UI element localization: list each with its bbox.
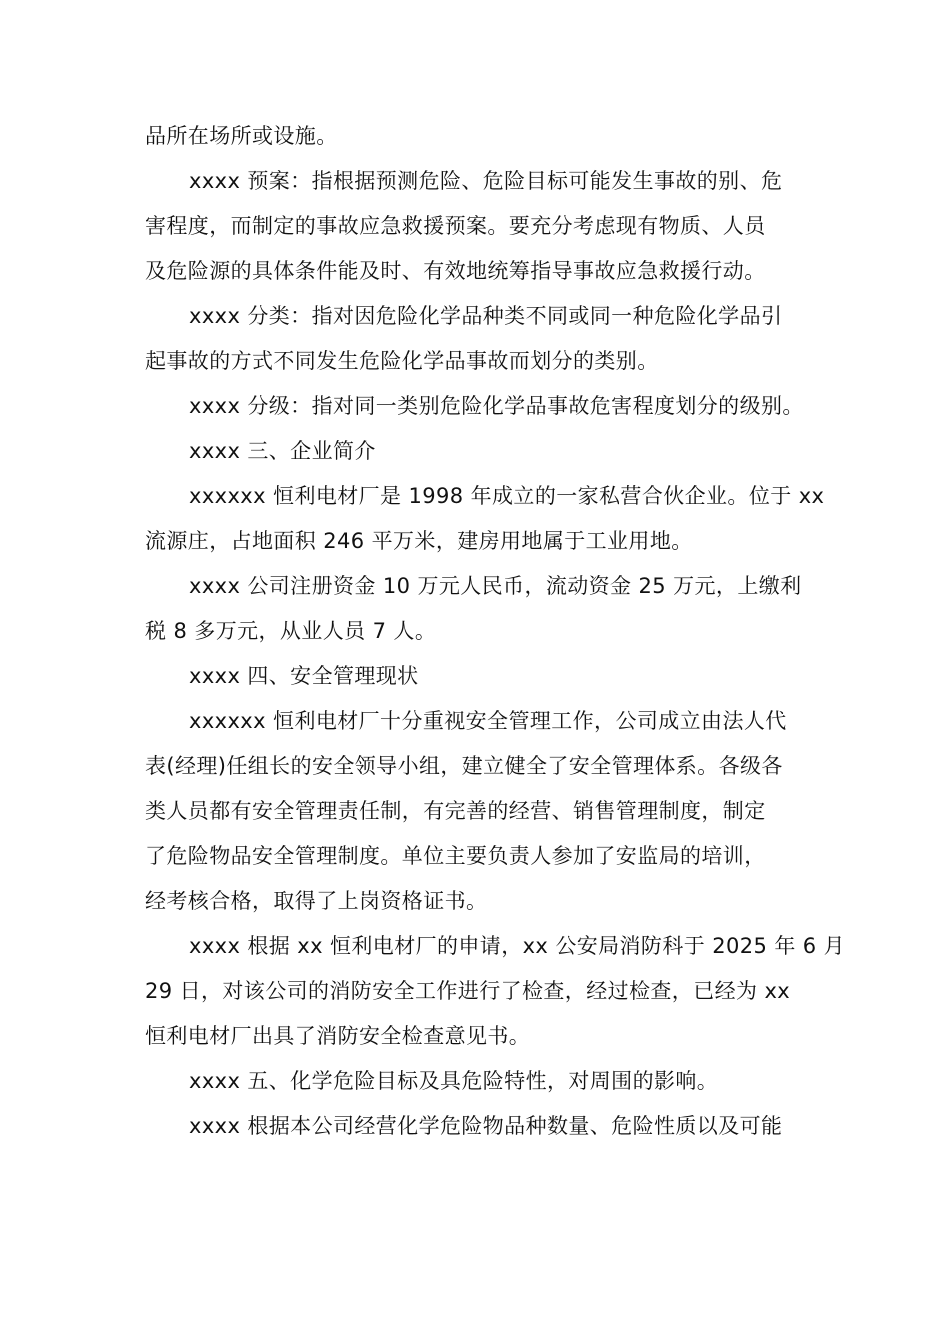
paragraph-start-line: xxxxxx 恒利电材厂十分重视安全管理工作，公司成立由法人代 [189,709,787,733]
paragraph-start-line: xxxx 分类：指对因危险化学品种类不同或同一种危险化学品引 [189,304,783,328]
paragraph-start-line: xxxx 公司注册资金 10 万元人民币，流动资金 25 万元，上缴利 [189,574,802,598]
text-line: 流源庄，占地面积 246 平万米，建房用地属于工业用地。 [145,529,693,553]
section-heading: xxxx 四、安全管理现状 [189,664,419,688]
section-heading: xxxx 三、企业简介 [189,439,376,463]
text-line: 起事故的方式不同发生危险化学品事故而划分的类别。 [145,349,659,373]
text-line: 害程度，而制定的事故应急救援预案。要充分考虑现有物质、人员 [145,214,766,238]
text-line: 29 日，对该公司的消防安全工作进行了检查，经过检查，已经为 xx [145,979,791,1003]
paragraph-start-line: xxxx 预案：指根据预测危险、危险目标可能发生事故的别、危 [189,169,783,193]
paragraph-start-line: xxxx 根据 xx 恒利电材厂的申请，xx 公安局消防科于 2025 年 6 月 [189,934,846,958]
text-line: 税 8 多万元，从业人员 7 人。 [145,619,437,643]
text-line: 恒利电材厂出具了消防安全检查意见书。 [145,1024,531,1048]
text-line: 经考核合格，取得了上岗资格证书。 [145,889,488,913]
paragraph-start-line: xxxx 根据本公司经营化学危险物品种数量、危险性质以及可能 [189,1114,783,1138]
section-heading: xxxx 五、化学危险目标及具危险特性，对周围的影响。 [189,1069,719,1093]
text-line: 了危险物品安全管理制度。单位主要负责人参加了安监局的培训， [145,844,766,868]
text-line: 表(经理)任组长的安全领导小组，建立健全了安全管理体系。各级各 [145,754,783,778]
paragraph-start-line: xxxx 分级：指对同一类别危险化学品事故危害程度划分的级别。 [189,394,804,418]
document-body [145,114,846,1149]
paragraph-start-line: xxxxxx 恒利电材厂是 1998 年成立的一家私营合伙企业。位于 xx [189,484,825,508]
text-line: 及危险源的具体条件能及时、有效地统筹指导事故应急救援行动。 [145,259,766,283]
text-line: 品所在场所或设施。 [145,124,338,148]
text-line: 类人员都有安全管理责任制，有完善的经营、销售管理制度，制定 [145,799,766,823]
